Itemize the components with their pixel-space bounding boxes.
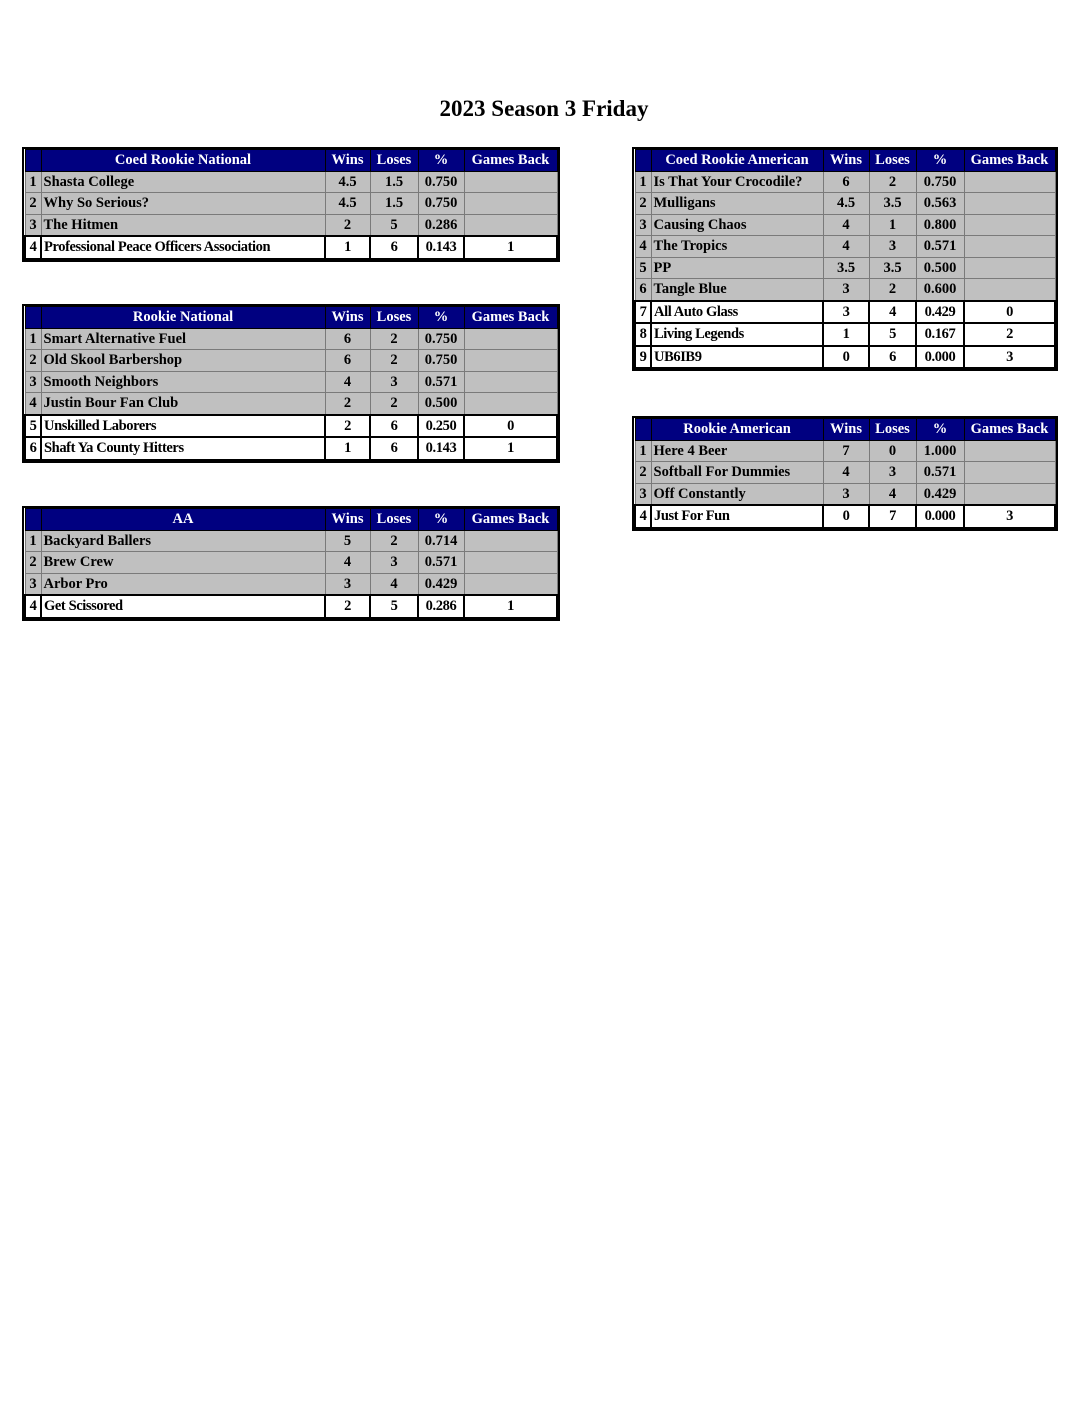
wins-cell: 1 bbox=[823, 323, 869, 346]
pct-cell: 0.143 bbox=[418, 437, 464, 460]
pct-cell: 0.500 bbox=[916, 257, 964, 279]
table-row bbox=[635, 323, 1055, 346]
rank-cell: 2 bbox=[25, 193, 41, 215]
rank-cell: 9 bbox=[635, 346, 651, 369]
rank-cell: 4 bbox=[25, 236, 41, 259]
table-row bbox=[635, 193, 1055, 215]
games-back-cell bbox=[964, 171, 1055, 193]
rank-cell: 3 bbox=[25, 371, 41, 393]
rank-cell: 2 bbox=[25, 350, 41, 372]
pct-cell: 0.000 bbox=[916, 505, 964, 528]
table-row bbox=[25, 214, 557, 236]
rank-cell: 6 bbox=[635, 279, 651, 301]
games-back-header: Games Back bbox=[464, 509, 557, 531]
pct-cell: 0.286 bbox=[418, 214, 464, 236]
table-row bbox=[25, 171, 557, 193]
team-name: PP bbox=[651, 257, 823, 279]
games-back-cell bbox=[964, 483, 1055, 505]
table-row bbox=[25, 328, 557, 350]
games-back-cell bbox=[964, 462, 1055, 484]
pct-cell: 0.600 bbox=[916, 279, 964, 301]
games-back-header: Games Back bbox=[464, 307, 557, 329]
team-name: The Hitmen bbox=[41, 214, 325, 236]
loses-cell: 3 bbox=[869, 462, 916, 484]
pct-cell: 0.571 bbox=[418, 552, 464, 574]
games-back-cell bbox=[464, 552, 557, 574]
wins-cell: 3 bbox=[823, 301, 869, 324]
loses-cell: 2 bbox=[869, 171, 916, 193]
loses-cell: 5 bbox=[869, 323, 916, 346]
pct-cell: 0.571 bbox=[418, 371, 464, 393]
pct-cell: 0.750 bbox=[418, 328, 464, 350]
team-name: Justin Bour Fan Club bbox=[41, 393, 325, 415]
table-row bbox=[635, 236, 1055, 258]
games-back-cell bbox=[964, 236, 1055, 258]
wins-cell: 3.5 bbox=[823, 257, 869, 279]
team-name: Brew Crew bbox=[41, 552, 325, 574]
pct-header: % bbox=[418, 150, 464, 172]
wins-header: Wins bbox=[325, 150, 370, 172]
games-back-cell bbox=[464, 530, 557, 552]
wins-cell: 2 bbox=[325, 393, 370, 415]
games-back-header: Games Back bbox=[464, 150, 557, 172]
team-name: Arbor Pro bbox=[41, 573, 325, 595]
division-name: Rookie National bbox=[41, 307, 325, 329]
wins-cell: 3 bbox=[325, 573, 370, 595]
games-back-cell: 3 bbox=[964, 346, 1055, 369]
pct-cell: 0.429 bbox=[916, 301, 964, 324]
games-back-cell bbox=[464, 350, 557, 372]
rank-cell: 1 bbox=[25, 328, 41, 350]
wins-cell: 0 bbox=[823, 346, 869, 369]
team-name: Here 4 Beer bbox=[651, 440, 823, 462]
rank-header bbox=[25, 307, 41, 329]
loses-cell: 5 bbox=[370, 595, 418, 618]
games-back-cell: 3 bbox=[964, 505, 1055, 528]
pct-cell: 0.800 bbox=[916, 214, 964, 236]
team-name: Backyard Ballers bbox=[41, 530, 325, 552]
pct-cell: 0.000 bbox=[916, 346, 964, 369]
games-back-cell bbox=[464, 171, 557, 193]
table-row bbox=[25, 415, 557, 438]
loses-cell: 3 bbox=[370, 552, 418, 574]
team-name: Professional Peace Officers Association bbox=[41, 236, 325, 259]
standings-table bbox=[24, 149, 558, 260]
table-row bbox=[25, 552, 557, 574]
table-row bbox=[635, 257, 1055, 279]
wins-header: Wins bbox=[823, 419, 869, 441]
rank-cell: 1 bbox=[635, 171, 651, 193]
table-row bbox=[25, 193, 557, 215]
rank-cell: 3 bbox=[635, 214, 651, 236]
loses-cell: 4 bbox=[370, 573, 418, 595]
table-row bbox=[25, 573, 557, 595]
wins-header: Wins bbox=[325, 307, 370, 329]
rank-header bbox=[635, 419, 651, 441]
pct-cell: 0.714 bbox=[418, 530, 464, 552]
pct-cell: 0.167 bbox=[916, 323, 964, 346]
standings-table bbox=[24, 508, 558, 619]
rank-cell: 4 bbox=[635, 236, 651, 258]
team-name: Softball For Dummies bbox=[651, 462, 823, 484]
loses-cell: 2 bbox=[370, 530, 418, 552]
rank-cell: 5 bbox=[25, 415, 41, 438]
games-back-cell: 1 bbox=[464, 437, 557, 460]
rank-cell: 5 bbox=[635, 257, 651, 279]
division-name: Coed Rookie National bbox=[41, 150, 325, 172]
rank-cell: 8 bbox=[635, 323, 651, 346]
rank-header bbox=[25, 150, 41, 172]
table-row bbox=[25, 350, 557, 372]
standings-table bbox=[634, 149, 1056, 369]
table-header-row bbox=[635, 419, 1055, 441]
table-row bbox=[635, 346, 1055, 369]
table-row bbox=[635, 505, 1055, 528]
loses-header: Loses bbox=[370, 150, 418, 172]
team-name: Mulligans bbox=[651, 193, 823, 215]
rank-cell: 3 bbox=[635, 483, 651, 505]
pct-cell: 0.563 bbox=[916, 193, 964, 215]
pct-header: % bbox=[418, 509, 464, 531]
loses-cell: 4 bbox=[869, 483, 916, 505]
games-back-cell bbox=[464, 573, 557, 595]
team-name: Shasta College bbox=[41, 171, 325, 193]
table-row bbox=[25, 236, 557, 259]
wins-cell: 0 bbox=[823, 505, 869, 528]
loses-cell: 6 bbox=[370, 236, 418, 259]
games-back-cell bbox=[464, 193, 557, 215]
division-name: Coed Rookie American bbox=[651, 150, 823, 172]
loses-cell: 3 bbox=[869, 236, 916, 258]
pct-cell: 0.571 bbox=[916, 462, 964, 484]
games-back-cell bbox=[964, 257, 1055, 279]
loses-cell: 2 bbox=[370, 328, 418, 350]
wins-cell: 3 bbox=[823, 279, 869, 301]
table-header-row bbox=[25, 509, 557, 531]
wins-cell: 3 bbox=[823, 483, 869, 505]
pct-header: % bbox=[916, 150, 964, 172]
games-back-cell: 1 bbox=[464, 595, 557, 618]
loses-cell: 2 bbox=[869, 279, 916, 301]
table-row bbox=[25, 371, 557, 393]
pct-cell: 0.750 bbox=[916, 171, 964, 193]
games-back-cell: 0 bbox=[964, 301, 1055, 324]
loses-header: Loses bbox=[370, 509, 418, 531]
games-back-cell: 1 bbox=[464, 236, 557, 259]
table-header-row bbox=[25, 150, 557, 172]
games-back-cell bbox=[464, 214, 557, 236]
division-name: Rookie American bbox=[651, 419, 823, 441]
team-name: Shaft Ya County Hitters bbox=[41, 437, 325, 460]
rank-cell: 1 bbox=[25, 530, 41, 552]
page-title: 2023 Season 3 Friday bbox=[439, 96, 649, 121]
wins-cell: 5 bbox=[325, 530, 370, 552]
team-name: Just For Fun bbox=[651, 505, 823, 528]
wins-cell: 4.5 bbox=[823, 193, 869, 215]
loses-cell: 3.5 bbox=[869, 193, 916, 215]
team-name: Unskilled Laborers bbox=[41, 415, 325, 438]
loses-header: Loses bbox=[370, 307, 418, 329]
loses-cell: 4 bbox=[869, 301, 916, 324]
loses-cell: 1.5 bbox=[370, 171, 418, 193]
team-name: All Auto Glass bbox=[651, 301, 823, 324]
wins-cell: 6 bbox=[823, 171, 869, 193]
games-back-header: Games Back bbox=[964, 150, 1055, 172]
division-name: AA bbox=[41, 509, 325, 531]
wins-cell: 4.5 bbox=[325, 171, 370, 193]
wins-header: Wins bbox=[325, 509, 370, 531]
table-row bbox=[635, 214, 1055, 236]
table-row bbox=[635, 279, 1055, 301]
loses-cell: 6 bbox=[370, 437, 418, 460]
games-back-cell: 2 bbox=[964, 323, 1055, 346]
loses-header: Loses bbox=[869, 150, 916, 172]
rank-cell: 4 bbox=[25, 393, 41, 415]
wins-header: Wins bbox=[823, 150, 869, 172]
games-back-cell bbox=[964, 214, 1055, 236]
pct-cell: 0.286 bbox=[418, 595, 464, 618]
team-name: Old Skool Barbershop bbox=[41, 350, 325, 372]
wins-cell: 4.5 bbox=[325, 193, 370, 215]
games-back-cell bbox=[464, 328, 557, 350]
games-back-cell bbox=[964, 440, 1055, 462]
rank-cell: 6 bbox=[25, 437, 41, 460]
games-back-cell: 0 bbox=[464, 415, 557, 438]
pct-cell: 0.429 bbox=[916, 483, 964, 505]
pct-cell: 0.571 bbox=[916, 236, 964, 258]
wins-cell: 1 bbox=[325, 236, 370, 259]
rank-cell: 2 bbox=[25, 552, 41, 574]
games-back-cell bbox=[464, 393, 557, 415]
team-name: Get Scissored bbox=[41, 595, 325, 618]
team-name: The Tropics bbox=[651, 236, 823, 258]
table-row bbox=[635, 171, 1055, 193]
loses-cell: 2 bbox=[370, 350, 418, 372]
loses-cell: 6 bbox=[370, 415, 418, 438]
pct-cell: 0.429 bbox=[418, 573, 464, 595]
table-row bbox=[635, 440, 1055, 462]
loses-cell: 0 bbox=[869, 440, 916, 462]
wins-cell: 2 bbox=[325, 214, 370, 236]
table-row bbox=[635, 462, 1055, 484]
wins-cell: 4 bbox=[823, 214, 869, 236]
rank-cell: 1 bbox=[25, 171, 41, 193]
team-name: Why So Serious? bbox=[41, 193, 325, 215]
wins-cell: 2 bbox=[325, 415, 370, 438]
team-name: UB6IB9 bbox=[651, 346, 823, 369]
pct-cell: 0.500 bbox=[418, 393, 464, 415]
rank-header bbox=[635, 150, 651, 172]
rank-cell: 4 bbox=[25, 595, 41, 618]
loses-cell: 2 bbox=[370, 393, 418, 415]
rank-cell: 2 bbox=[635, 193, 651, 215]
loses-cell: 1.5 bbox=[370, 193, 418, 215]
standings-table bbox=[24, 306, 558, 461]
standings-table bbox=[634, 418, 1056, 529]
games-back-cell bbox=[964, 193, 1055, 215]
pct-cell: 0.750 bbox=[418, 350, 464, 372]
pct-cell: 1.000 bbox=[916, 440, 964, 462]
wins-cell: 6 bbox=[325, 328, 370, 350]
pct-cell: 0.250 bbox=[418, 415, 464, 438]
loses-cell: 5 bbox=[370, 214, 418, 236]
team-name: Living Legends bbox=[651, 323, 823, 346]
rank-header bbox=[25, 509, 41, 531]
table-row bbox=[25, 437, 557, 460]
games-back-cell bbox=[464, 371, 557, 393]
team-name: Tangle Blue bbox=[651, 279, 823, 301]
pct-cell: 0.143 bbox=[418, 236, 464, 259]
rank-cell: 7 bbox=[635, 301, 651, 324]
pct-header: % bbox=[916, 419, 964, 441]
rank-cell: 3 bbox=[25, 573, 41, 595]
rank-cell: 4 bbox=[635, 505, 651, 528]
table-header-row bbox=[25, 307, 557, 329]
wins-cell: 4 bbox=[325, 371, 370, 393]
team-name: Smart Alternative Fuel bbox=[41, 328, 325, 350]
pct-header: % bbox=[418, 307, 464, 329]
wins-cell: 6 bbox=[325, 350, 370, 372]
table-row bbox=[25, 595, 557, 618]
games-back-cell bbox=[964, 279, 1055, 301]
wins-cell: 4 bbox=[823, 236, 869, 258]
loses-cell: 1 bbox=[869, 214, 916, 236]
rank-cell: 1 bbox=[635, 440, 651, 462]
team-name: Causing Chaos bbox=[651, 214, 823, 236]
table-row bbox=[635, 483, 1055, 505]
games-back-header: Games Back bbox=[964, 419, 1055, 441]
pct-cell: 0.750 bbox=[418, 193, 464, 215]
wins-cell: 7 bbox=[823, 440, 869, 462]
table-header-row bbox=[635, 150, 1055, 172]
team-name: Is That Your Crocodile? bbox=[651, 171, 823, 193]
rank-cell: 2 bbox=[635, 462, 651, 484]
rank-cell: 3 bbox=[25, 214, 41, 236]
loses-cell: 6 bbox=[869, 346, 916, 369]
loses-cell: 7 bbox=[869, 505, 916, 528]
team-name: Off Constantly bbox=[651, 483, 823, 505]
wins-cell: 4 bbox=[325, 552, 370, 574]
table-row bbox=[25, 530, 557, 552]
wins-cell: 4 bbox=[823, 462, 869, 484]
team-name: Smooth Neighbors bbox=[41, 371, 325, 393]
loses-cell: 3 bbox=[370, 371, 418, 393]
table-row bbox=[635, 301, 1055, 324]
table-row bbox=[25, 393, 557, 415]
loses-cell: 3.5 bbox=[869, 257, 916, 279]
loses-header: Loses bbox=[869, 419, 916, 441]
pct-cell: 0.750 bbox=[418, 171, 464, 193]
wins-cell: 2 bbox=[325, 595, 370, 618]
wins-cell: 1 bbox=[325, 437, 370, 460]
